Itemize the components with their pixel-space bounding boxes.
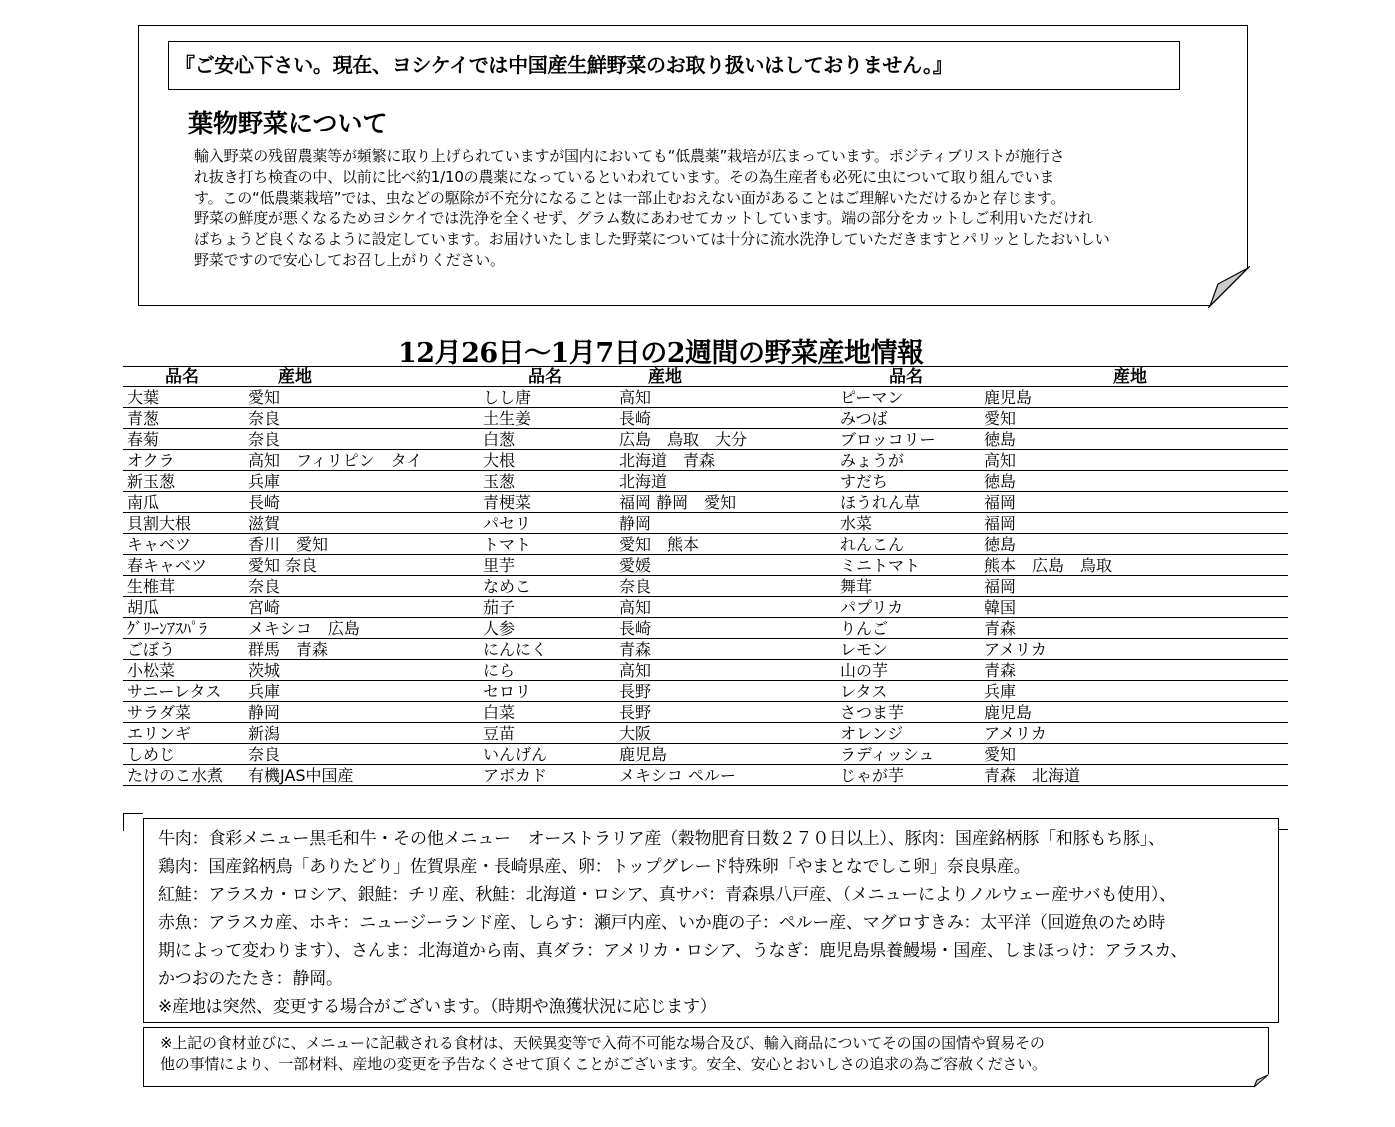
produce-name: ミニトマト bbox=[840, 556, 921, 575]
produce-origin: 長崎 bbox=[619, 619, 652, 638]
produce-name: りんご bbox=[840, 619, 889, 638]
produce-table-title: 12月26日～1月7日の2週間の野菜産地情報 bbox=[398, 338, 924, 369]
produce-name: 茄子 bbox=[483, 598, 516, 617]
produce-name: みょうが bbox=[840, 451, 905, 470]
table-row bbox=[123, 471, 1288, 492]
produce-name: なめこ bbox=[483, 577, 532, 596]
table-row bbox=[123, 618, 1288, 639]
table-row bbox=[123, 387, 1288, 408]
leafy-vegetables-text bbox=[194, 146, 1234, 271]
produce-name: 春キャベツ bbox=[127, 556, 208, 575]
produce-origin: 兵庫 bbox=[984, 682, 1017, 701]
table-row bbox=[123, 408, 1288, 429]
meat-fish-origin-text bbox=[158, 825, 1268, 1021]
produce-origin: 福岡 静岡 愛知 bbox=[619, 493, 737, 512]
produce-name: ラディッシュ bbox=[840, 745, 935, 764]
text-line: 鶏肉：国産銘柄鳥「ありたどり」佐賀県産・長崎県産、卵：トップグレード特殊卵「やまとなでしこ卵」奈良県産。 bbox=[158, 857, 1031, 877]
produce-origin: 青森 bbox=[619, 640, 652, 659]
produce-origin: 兵庫 bbox=[248, 472, 281, 491]
produce-origin: 熊本 広島 鳥取 bbox=[984, 556, 1113, 575]
reassurance-banner: 『ご安心下さい。現在、ヨシケイでは中国産生鮮野菜のお取り扱いはしておりません。』 bbox=[168, 41, 1180, 90]
table-row bbox=[123, 492, 1288, 513]
produce-name: 南瓜 bbox=[127, 493, 160, 512]
table-row bbox=[123, 534, 1288, 555]
produce-name: みつば bbox=[840, 409, 888, 428]
produce-name: 青梗菜 bbox=[483, 493, 532, 512]
produce-origin: 鹿児島 bbox=[984, 703, 1033, 722]
produce-name: すだち bbox=[840, 472, 889, 491]
text-line: かつおのたたき：静岡。 bbox=[158, 969, 343, 989]
text-line: 赤魚：アラスカ産、ホキ：ニュージーランド産、しらす：瀬戸内産、いか鹿の子：ペルー産、マグロすきみ：太平洋（回遊魚のため時 bbox=[158, 913, 1166, 933]
produce-name: にら bbox=[483, 661, 516, 680]
table-row bbox=[123, 597, 1288, 618]
produce-origin: 静岡 bbox=[248, 703, 281, 722]
produce-name: セロリ bbox=[483, 682, 532, 701]
produce-name: エリンギ bbox=[127, 724, 192, 743]
produce-name: さつま芋 bbox=[840, 703, 905, 722]
produce-name: レタス bbox=[840, 682, 888, 701]
produce-name: 大葉 bbox=[127, 388, 160, 407]
produce-origin: 群馬 青森 bbox=[248, 640, 329, 659]
produce-name: 豆苗 bbox=[483, 724, 516, 743]
produce-origin: 長野 bbox=[619, 703, 652, 722]
produce-name: 土生姜 bbox=[483, 409, 532, 428]
table-row bbox=[123, 639, 1288, 660]
produce-name: 舞茸 bbox=[840, 577, 873, 596]
produce-origin: 静岡 bbox=[619, 514, 652, 533]
table-header-row bbox=[123, 366, 1288, 387]
produce-origin: 青森 bbox=[984, 661, 1017, 680]
column-header-name: 品名 bbox=[528, 367, 562, 387]
produce-name: たけのこ水煮 bbox=[127, 766, 224, 785]
produce-origin: 徳島 bbox=[984, 535, 1017, 554]
produce-origin: 有機JAS中国産 bbox=[248, 766, 354, 785]
produce-name: 水菜 bbox=[840, 514, 873, 533]
produce-name: 人参 bbox=[483, 619, 516, 638]
produce-origin: 奈良 bbox=[248, 409, 281, 428]
produce-origin: 愛知 bbox=[984, 745, 1017, 764]
produce-origin: 長崎 bbox=[248, 493, 281, 512]
produce-origin: 愛知 熊本 bbox=[619, 535, 700, 554]
produce-name: 白葱 bbox=[483, 430, 516, 449]
produce-origin: 北海道 bbox=[619, 472, 668, 491]
produce-name: 春菊 bbox=[127, 430, 160, 449]
text-line: す。この“低農薬栽培”では、虫などの駆除が不充分になることは一部止むおえない面があることはご理解いただけるかと存じます。 bbox=[194, 188, 1066, 207]
produce-origin: 兵庫 bbox=[248, 682, 281, 701]
text-line: 輸入野菜の残留農薬等が頻繁に取り上げられていますが国内においても“低農薬”栽培が広まっています。ポジティブリストが施行さ bbox=[194, 147, 1065, 165]
produce-origin: 愛知 奈良 bbox=[248, 556, 318, 575]
text-line: 野菜ですので安心してお召し上がりください。 bbox=[194, 250, 505, 269]
produce-name: じゃが芋 bbox=[840, 766, 905, 785]
produce-name: 大根 bbox=[483, 451, 516, 470]
produce-name: ほうれん草 bbox=[840, 493, 921, 512]
table-row bbox=[123, 702, 1288, 723]
produce-name: パセリ bbox=[483, 514, 532, 533]
column-header-origin: 産地 bbox=[1113, 367, 1147, 387]
produce-name: しめじ bbox=[127, 745, 176, 764]
produce-name: にんにく bbox=[483, 640, 548, 659]
produce-origin: 福岡 bbox=[984, 514, 1017, 533]
text-line: 期によって変わります）、さんま：北海道から南、真ダラ：アメリカ・ロシア、うなぎ：鹿児島県養鰻場・国産、しまほっけ：アラスカ、 bbox=[158, 941, 1188, 961]
produce-origin: 福岡 bbox=[984, 493, 1017, 512]
produce-origin: アメリカ bbox=[984, 640, 1047, 659]
produce-origin: 北海道 青森 bbox=[619, 451, 716, 470]
produce-name: オレンジ bbox=[840, 724, 904, 743]
produce-name: ピーマン bbox=[840, 388, 904, 407]
table-row bbox=[123, 513, 1288, 534]
produce-origin: 高知 bbox=[619, 598, 652, 617]
produce-origin: 奈良 bbox=[248, 745, 281, 764]
produce-origin: 新潟 bbox=[248, 724, 281, 743]
disclaimer-text bbox=[160, 1033, 1260, 1074]
table-row bbox=[123, 450, 1288, 471]
produce-origin: 鹿児島 bbox=[984, 388, 1033, 407]
produce-origin: 徳島 bbox=[984, 430, 1017, 449]
produce-name: 小松菜 bbox=[127, 661, 176, 680]
leafy-vegetables-title: 葉物野菜について bbox=[188, 109, 388, 138]
produce-origin: 長崎 bbox=[619, 409, 652, 428]
produce-origin: 奈良 bbox=[248, 430, 281, 449]
produce-name: レモン bbox=[840, 640, 889, 659]
produce-origin: 奈良 bbox=[619, 577, 652, 596]
produce-name: れんこん bbox=[840, 535, 905, 554]
produce-name: オクラ bbox=[127, 451, 175, 470]
produce-origin: 広島 鳥取 大分 bbox=[619, 430, 748, 449]
table-row bbox=[123, 765, 1288, 786]
table-row bbox=[123, 744, 1288, 765]
produce-origin: 鹿児島 bbox=[619, 745, 668, 764]
text-line: 牛肉：食彩メニュー黒毛和牛・その他メニュー オーストラリア産（穀物肥育日数２７０日以上）、豚肉：国産銘柄豚「和豚もち豚」、 bbox=[158, 829, 1165, 849]
produce-name: しし唐 bbox=[483, 388, 532, 407]
produce-name: キャベツ bbox=[127, 535, 192, 554]
produce-origin: 奈良 bbox=[248, 577, 281, 596]
produce-origin: 大阪 bbox=[619, 724, 652, 743]
produce-origin: メキシコ 広島 bbox=[248, 619, 360, 638]
text-line: れ抜き打ち検査の中、以前に比べ約1/10の農薬になっているといわれています。その為生産者も必死に虫について取り組んでいま bbox=[194, 167, 1055, 186]
produce-origin: 愛知 bbox=[248, 388, 281, 407]
produce-name: 白菜 bbox=[483, 703, 516, 722]
produce-origin: 青森 bbox=[984, 619, 1017, 638]
column-header-origin: 産地 bbox=[648, 367, 682, 387]
table-row bbox=[123, 429, 1288, 450]
column-header-origin: 産地 bbox=[278, 367, 312, 387]
box-tab-decoration bbox=[123, 813, 143, 831]
text-line: ※産地は突然、変更する場合がございます。（時期や漁獲状況に応じます） bbox=[158, 997, 717, 1017]
produce-origin: 高知 フィリピン タイ bbox=[248, 451, 423, 470]
produce-name: ごぼう bbox=[127, 640, 176, 659]
produce-name: サニーレタス bbox=[127, 682, 222, 701]
produce-name: サラダ菜 bbox=[127, 703, 191, 722]
produce-name: 玉葱 bbox=[483, 472, 516, 491]
produce-origin: アメリカ bbox=[984, 724, 1047, 743]
produce-name: ｸﾞﾘｰﾝｱｽﾊﾟﾗ bbox=[127, 619, 208, 638]
produce-name: ブロッコリー bbox=[840, 430, 936, 449]
table-row bbox=[123, 681, 1288, 702]
produce-origin: 茨城 bbox=[248, 661, 281, 680]
produce-name: トマト bbox=[483, 535, 532, 554]
produce-origin: 愛媛 bbox=[619, 556, 652, 575]
produce-origin: 韓国 bbox=[984, 598, 1017, 617]
page-curl-icon bbox=[1208, 266, 1250, 308]
text-line: 野菜の鮮度が悪くなるためヨシケイでは洗浄を全くせず、グラム数にあわせてカットしています。端の部分をカットしご利用いただけれ bbox=[194, 209, 1093, 228]
produce-origin: 青森 北海道 bbox=[984, 766, 1081, 785]
table-row bbox=[123, 660, 1288, 681]
produce-name: 生椎茸 bbox=[127, 577, 176, 596]
page-curl-icon bbox=[1253, 1074, 1269, 1088]
produce-origin: 滋賀 bbox=[248, 514, 281, 533]
produce-origin: 高知 bbox=[984, 451, 1017, 470]
produce-origin: 福岡 bbox=[984, 577, 1017, 596]
column-header-name: 品名 bbox=[165, 367, 199, 387]
produce-origin: 長野 bbox=[619, 682, 652, 701]
produce-origin: 高知 bbox=[619, 388, 652, 407]
produce-origin: 愛知 bbox=[984, 409, 1017, 428]
box-tab-decoration bbox=[1279, 829, 1288, 830]
table-row bbox=[123, 576, 1288, 597]
produce-name: パプリカ bbox=[840, 598, 904, 617]
text-line: 他の事情により、一部材料、産地の変更を予告なくさせて頂くことがございます。安全、安心とおいしさの追求の為ご容赦ください。 bbox=[160, 1054, 1047, 1073]
produce-origin: メキシコ ペルー bbox=[619, 766, 736, 785]
text-line: 紅鮭：アラスカ・ロシア、銀鮭：チリ産、秋鮭：北海道・ロシア、真サバ：青森県八戸産、（メニューによりノルウェー産サバも使用）、 bbox=[158, 885, 1176, 905]
produce-name: 里芋 bbox=[483, 556, 516, 575]
produce-origin: 宮崎 bbox=[248, 598, 281, 617]
produce-origin: 徳島 bbox=[984, 472, 1017, 491]
column-header-name: 品名 bbox=[889, 367, 923, 387]
produce-name: 貝割大根 bbox=[127, 514, 192, 533]
produce-name: 新玉葱 bbox=[127, 472, 176, 491]
produce-name: アボカド bbox=[483, 766, 548, 785]
produce-name: 胡瓜 bbox=[127, 598, 160, 617]
produce-name: いんげん bbox=[483, 745, 548, 764]
produce-name: 山の芋 bbox=[840, 661, 889, 680]
produce-name: 青葱 bbox=[127, 409, 160, 428]
table-row bbox=[123, 555, 1288, 576]
text-line: ばちょうど良くなるように設定しています。お届けいたしました野菜については十分に流水洗浄していただきますとパリッとしたおいしい bbox=[194, 230, 1110, 249]
table-row bbox=[123, 723, 1288, 744]
produce-origin: 香川 愛知 bbox=[248, 535, 329, 554]
text-line: ※上記の食材並びに、メニューに記載される食材は、天候異変等で入荷不可能な場合及び、輸入商品についてその国の国情や貿易その bbox=[160, 1034, 1045, 1052]
produce-origin: 高知 bbox=[619, 661, 652, 680]
